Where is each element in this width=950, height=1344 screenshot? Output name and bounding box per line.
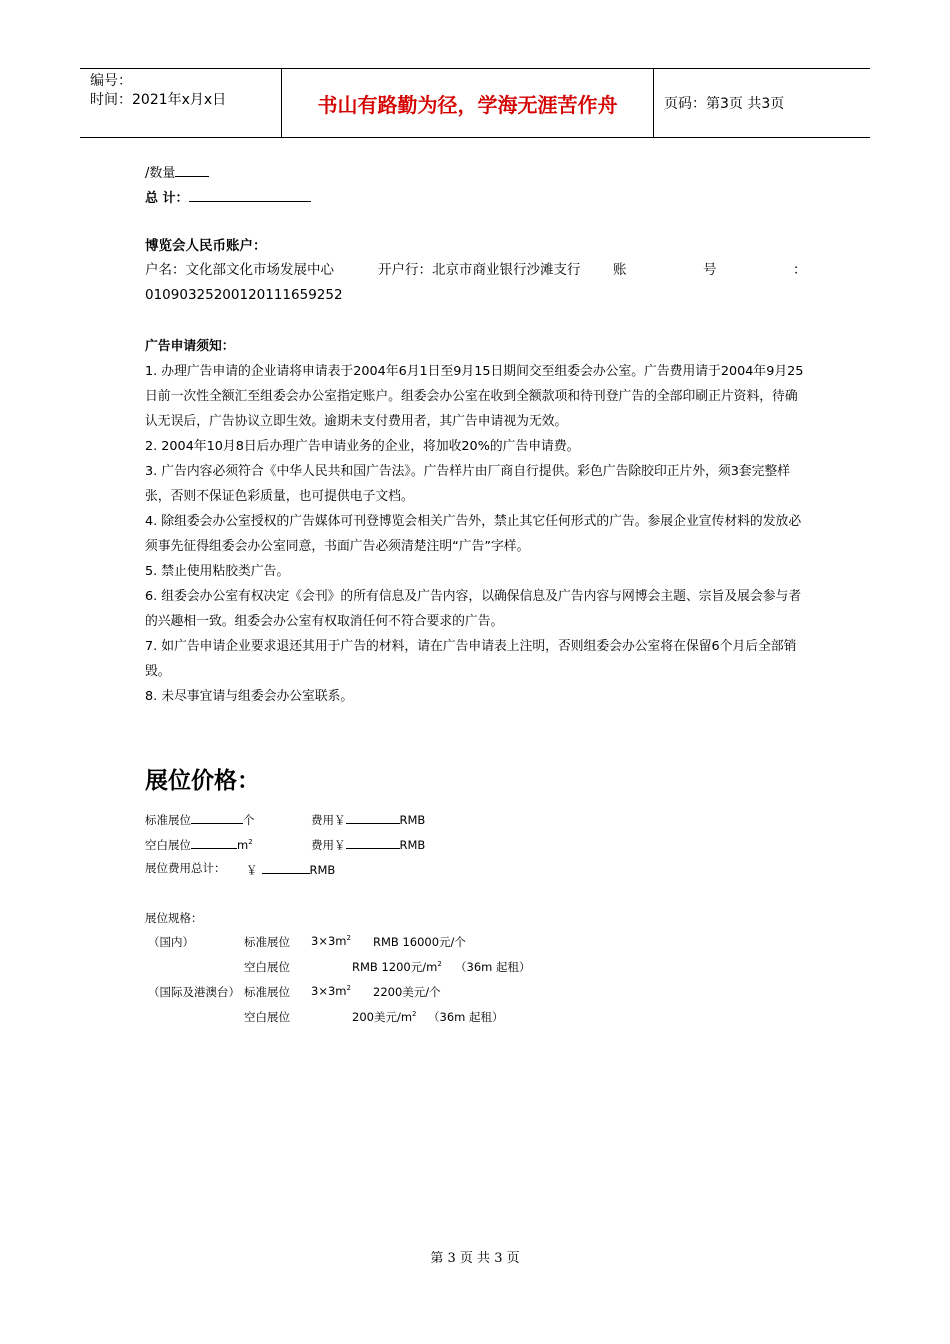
serial-label: 编号： bbox=[90, 73, 132, 89]
booth-total-blank[interactable] bbox=[262, 860, 310, 874]
quantity-blank[interactable] bbox=[175, 163, 209, 177]
account-number-label-1: 账 bbox=[613, 262, 627, 278]
spec-note: （36m 起租） bbox=[455, 960, 531, 974]
header-meta-cell bbox=[80, 69, 282, 137]
blank-booth-label: 空白展位 bbox=[145, 838, 191, 852]
quantity-line bbox=[145, 162, 209, 181]
standard-booth-label: 标准展位 bbox=[145, 813, 191, 827]
total-line bbox=[145, 187, 311, 206]
account-number-label-2: 号 bbox=[703, 262, 717, 278]
document-header bbox=[80, 68, 870, 138]
notice-item: 5. 禁止使用粘胶类广告。 bbox=[145, 564, 290, 579]
spec-price: RMB 1200元$/m^2$ bbox=[352, 960, 442, 974]
account-holder: 户名：文化部文化市场发展中心 bbox=[145, 262, 334, 278]
fee-label: 费用￥ bbox=[311, 838, 346, 852]
spec-size: $3\times 3m^2$ bbox=[311, 984, 351, 998]
notice-item: 3. 广告内容必须符合《中华人民共和国广告法》。广告样片由厂商自行提供。彩色广告除胶印正片外，须3套完整样张，否则不保证色彩质量，也可提供电子文档。 bbox=[145, 464, 791, 504]
notice-item: 8. 未尽事宜请与组委会办公室联系。 bbox=[145, 689, 354, 704]
standard-booth-qty-blank[interactable] bbox=[191, 810, 243, 824]
header-motto: 书山有路勤为径，学海无涯苦作舟 bbox=[282, 69, 654, 137]
fee-currency: RMB bbox=[399, 838, 426, 852]
notice-item: 7. 如广告申请企业要求退还其用于广告的材料，请在广告申请表上注明，否则组委会办公室将在保留6个月后全部销毁。 bbox=[145, 639, 797, 679]
standard-fee-line bbox=[311, 810, 425, 828]
account-number: 01090325200120111659252 bbox=[145, 287, 343, 303]
spec-type: 空白展位 bbox=[244, 1010, 290, 1024]
fee-currency: RMB bbox=[399, 813, 426, 827]
booth-total-currency: RMB bbox=[309, 863, 336, 877]
blank-booth-unit: m bbox=[237, 838, 249, 852]
notice-item: 2. 2004年10月8日后办理广告申请业务的企业，将加收20%的广告申请费。 bbox=[145, 439, 580, 454]
spec-type: 空白展位 bbox=[244, 960, 290, 974]
booth-spec-label: 展位规格： bbox=[145, 911, 203, 925]
booth-price-title: 展位价格： bbox=[145, 768, 260, 794]
spec-price: RMB 16000元/个 bbox=[373, 935, 466, 949]
spec-region: （国际及港澳台） bbox=[148, 985, 240, 999]
quantity-label: /数量 bbox=[145, 166, 176, 181]
standard-booth-line bbox=[145, 810, 255, 828]
spec-type: 标准展位 bbox=[244, 985, 290, 999]
standard-booth-unit: 个 bbox=[243, 813, 255, 827]
blank-fee-blank[interactable] bbox=[346, 835, 400, 849]
total-blank[interactable] bbox=[189, 188, 311, 202]
spec-region: （国内） bbox=[148, 935, 194, 949]
booth-total-label: 展位费用总计： bbox=[145, 861, 226, 875]
page-footer: 第 3 页 共 3 页 bbox=[430, 1251, 520, 1266]
total-label: 总 计： bbox=[145, 191, 189, 206]
notice-item: 6. 组委会办公室有权决定《会刊》的所有信息及广告内容，以确保信息及广告内容与网博会主题、宗旨及展会参与者的兴趣相一致。组委会办公室有权取消任何不符合要求的广告。 bbox=[145, 589, 802, 629]
account-number-label-3: ： bbox=[793, 262, 807, 278]
unit-superscript: 2 bbox=[248, 838, 253, 847]
blank-booth-line bbox=[145, 835, 253, 853]
spec-price: 200美元$/m^2$ bbox=[352, 1010, 417, 1024]
spec-note: （36m 起租） bbox=[428, 1010, 504, 1024]
notice-item: 1. 办理广告申请的企业请将申请表于2004年6月1日至9月15日期间交至组委会办公室。广告费用请于2004年9月25日前一次性全额汇至组委会办公室指定账户。组委会办公室在收到全额款项和待刊登广告的全部印刷正片资料，待确认无误后，广告协议立即生效。逾期未支付费用者，其广告申请视为无效。 bbox=[145, 364, 804, 429]
blank-fee-line bbox=[311, 835, 425, 853]
spec-price: 2200美元/个 bbox=[373, 985, 441, 999]
header-page-info: 页码：第3页 共3页 bbox=[664, 96, 785, 112]
spec-type: 标准展位 bbox=[244, 935, 290, 949]
booth-total-yen: ￥ bbox=[246, 863, 258, 877]
account-info bbox=[145, 258, 805, 308]
account-heading: 博览会人民币账户： bbox=[145, 238, 267, 254]
blank-booth-area-blank[interactable] bbox=[191, 835, 237, 849]
standard-fee-blank[interactable] bbox=[346, 810, 400, 824]
fee-label: 费用￥ bbox=[311, 813, 346, 827]
time-label: 时间：2021年x月x日 bbox=[90, 92, 227, 108]
spec-size: $3\times 3m^2$ bbox=[311, 934, 351, 948]
ad-notice bbox=[145, 334, 810, 709]
account-bank: 开户行：北京市商业银行沙滩支行 bbox=[378, 262, 581, 278]
notice-heading: 广告申请须知： bbox=[145, 339, 235, 354]
notice-item: 4. 除组委会办公室授权的广告媒体可刊登博览会相关广告外，禁止其它任何形式的广告。参展企业宣传材料的发放必须事先征得组委会办公室同意，书面广告必须清楚注明“广告”字样。 bbox=[145, 514, 802, 554]
booth-total-line bbox=[246, 860, 335, 878]
